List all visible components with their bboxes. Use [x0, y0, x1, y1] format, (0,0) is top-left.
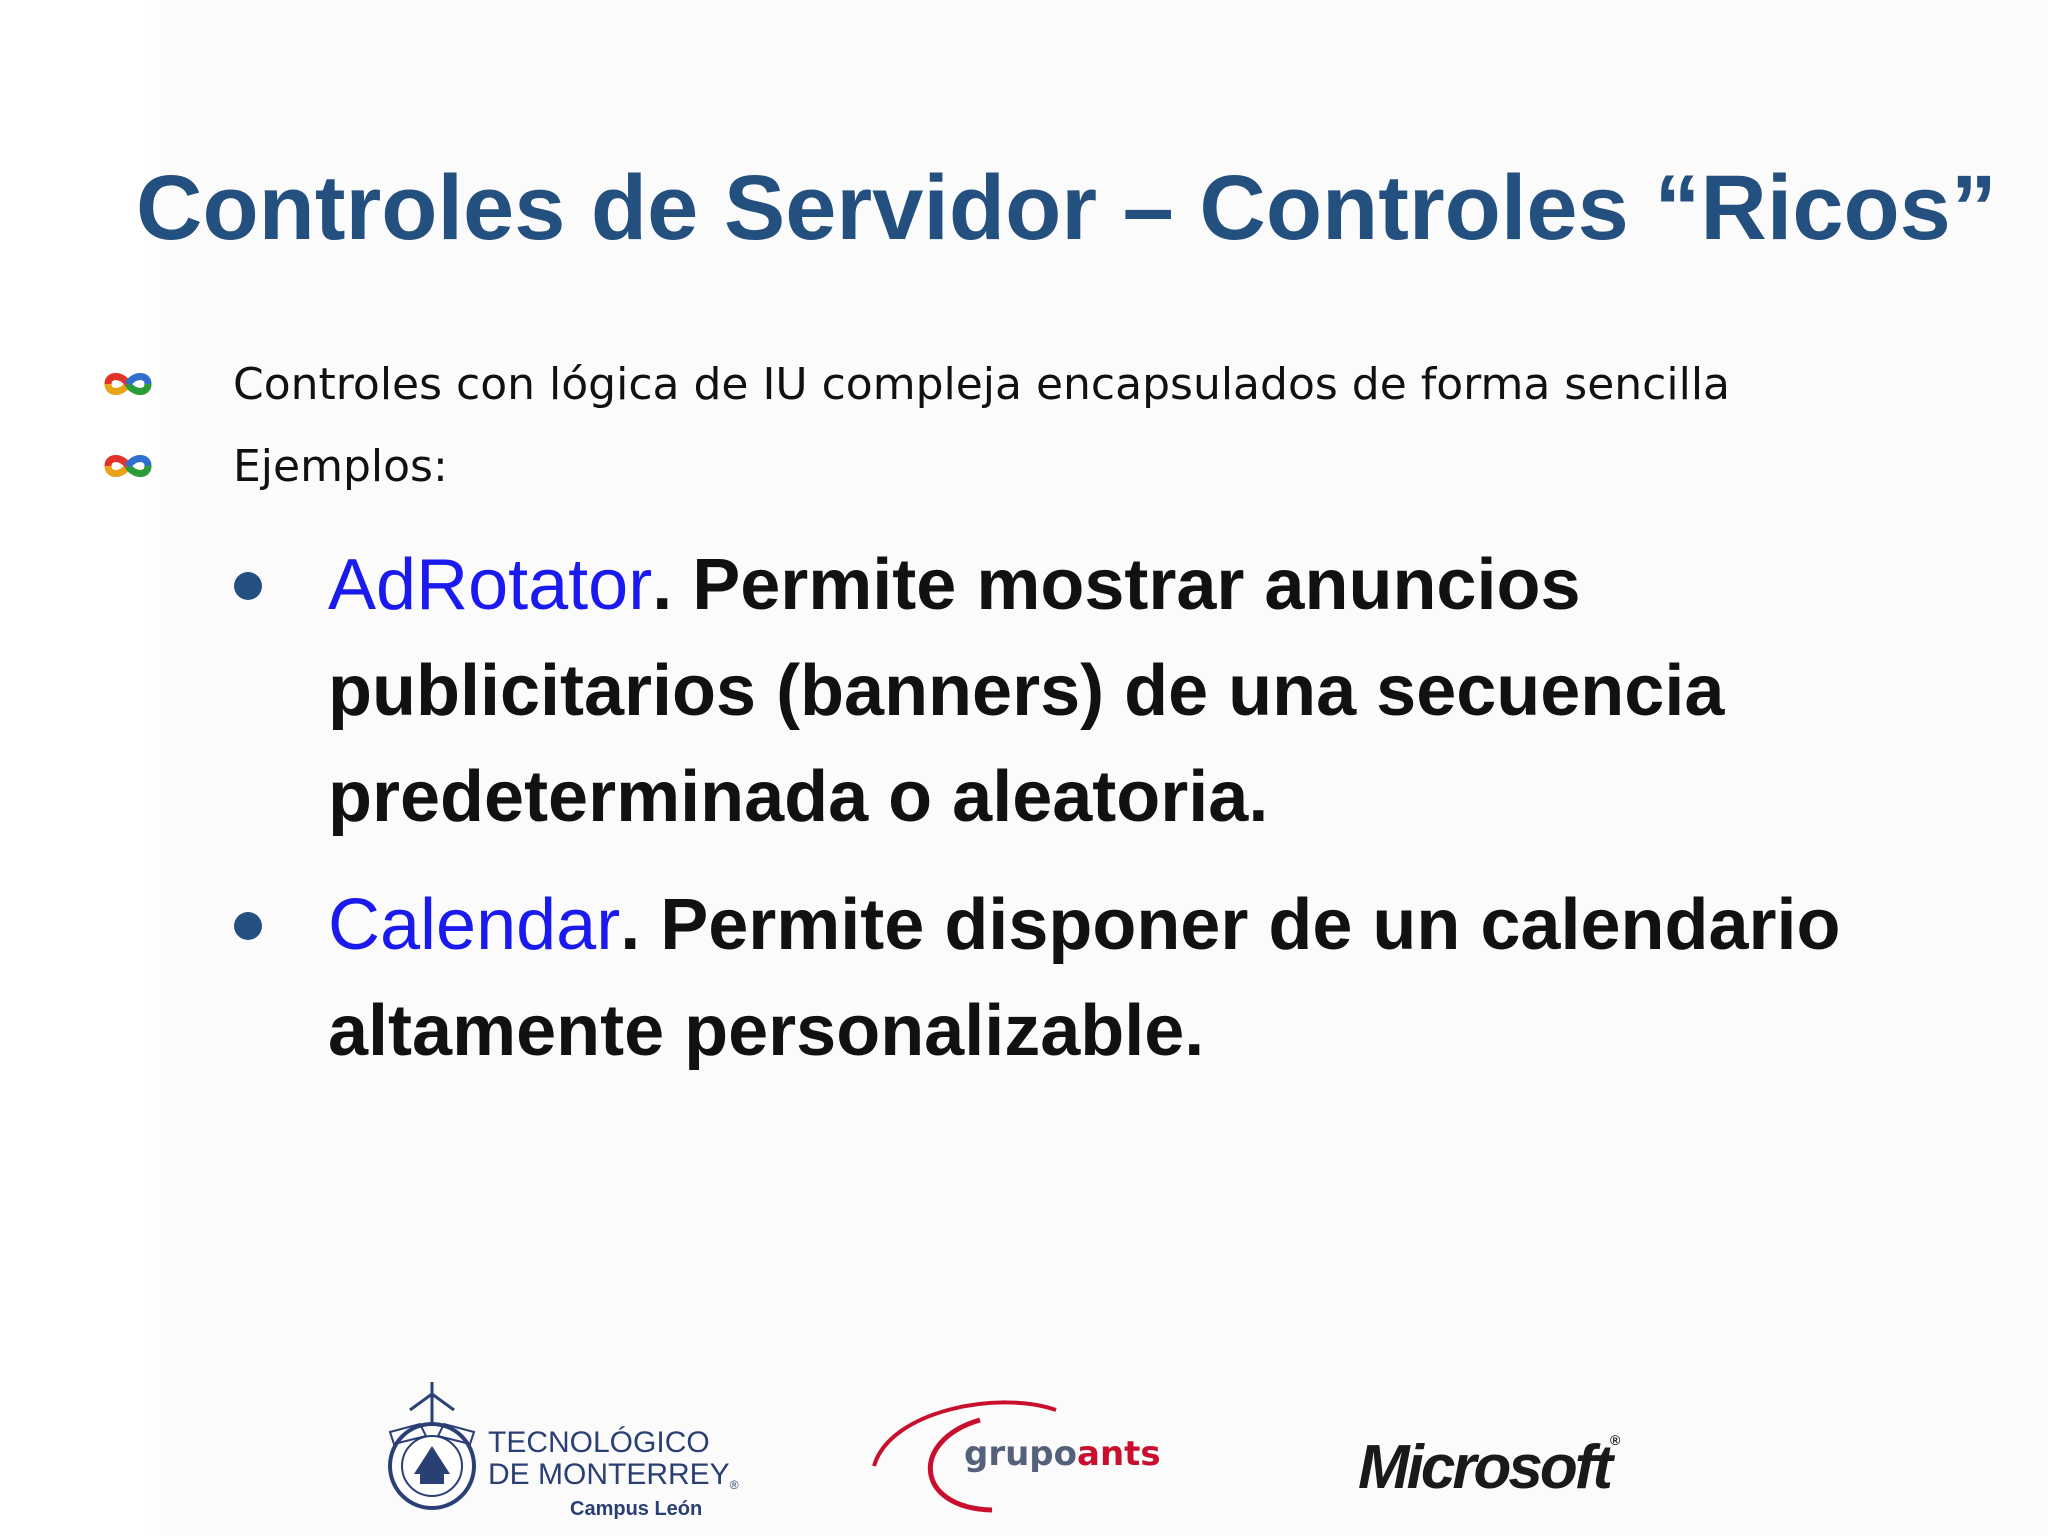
bullet-item-1: [100, 358, 1731, 410]
multicolor-loop-bullet-icon: [100, 366, 156, 402]
slide-title: Controles de Servidor – Controles “Ricos”: [136, 157, 1997, 259]
bullet-text: Controles con lógica de IU compleja encapsulados de forma sencilla: [233, 358, 1731, 410]
tec-monterrey-logo: [380, 1374, 739, 1534]
tec-line2-wrap: [488, 1458, 739, 1492]
bullet-item-2: [100, 440, 448, 492]
tec-campus: Campus León: [570, 1498, 703, 1520]
bullet-text: Ejemplos:: [233, 440, 448, 492]
microsoft-registered-mark: ®: [1610, 1432, 1621, 1448]
tec-registered-mark: ®: [729, 1478, 739, 1492]
example-description: . Permite mostrar anuncios publicitarios (banners) de una secuencia predeterminada o aleatoria.: [328, 545, 1725, 837]
example-item-calendar: [230, 872, 1910, 1084]
example-term: Calendar: [328, 885, 621, 965]
example-item-adrotator: [230, 532, 1910, 850]
bullet-dot-icon: [234, 912, 262, 940]
tec-seal-icon: [380, 1374, 490, 1534]
example-term: AdRotator: [328, 545, 653, 625]
grupoants-part1: grupo: [964, 1434, 1078, 1474]
footer-logos: [0, 1360, 2048, 1536]
microsoft-wordmark: Microsoft: [1358, 1433, 1610, 1502]
tec-line1: TECNOLÓGICO: [488, 1426, 710, 1459]
grupoants-logo: [870, 1390, 1170, 1520]
examples-list: [230, 532, 1910, 1084]
microsoft-logo: [1358, 1432, 1620, 1503]
tec-line2: DE MONTERREY: [488, 1458, 730, 1491]
grupoants-wordmark: [964, 1434, 1161, 1474]
example-description: . Permite disponer de un calendario altamente personalizable.: [328, 885, 1841, 1071]
multicolor-loop-bullet-icon: [100, 448, 156, 484]
grupoants-part2: ants: [1077, 1434, 1161, 1474]
bullet-dot-icon: [234, 572, 262, 600]
